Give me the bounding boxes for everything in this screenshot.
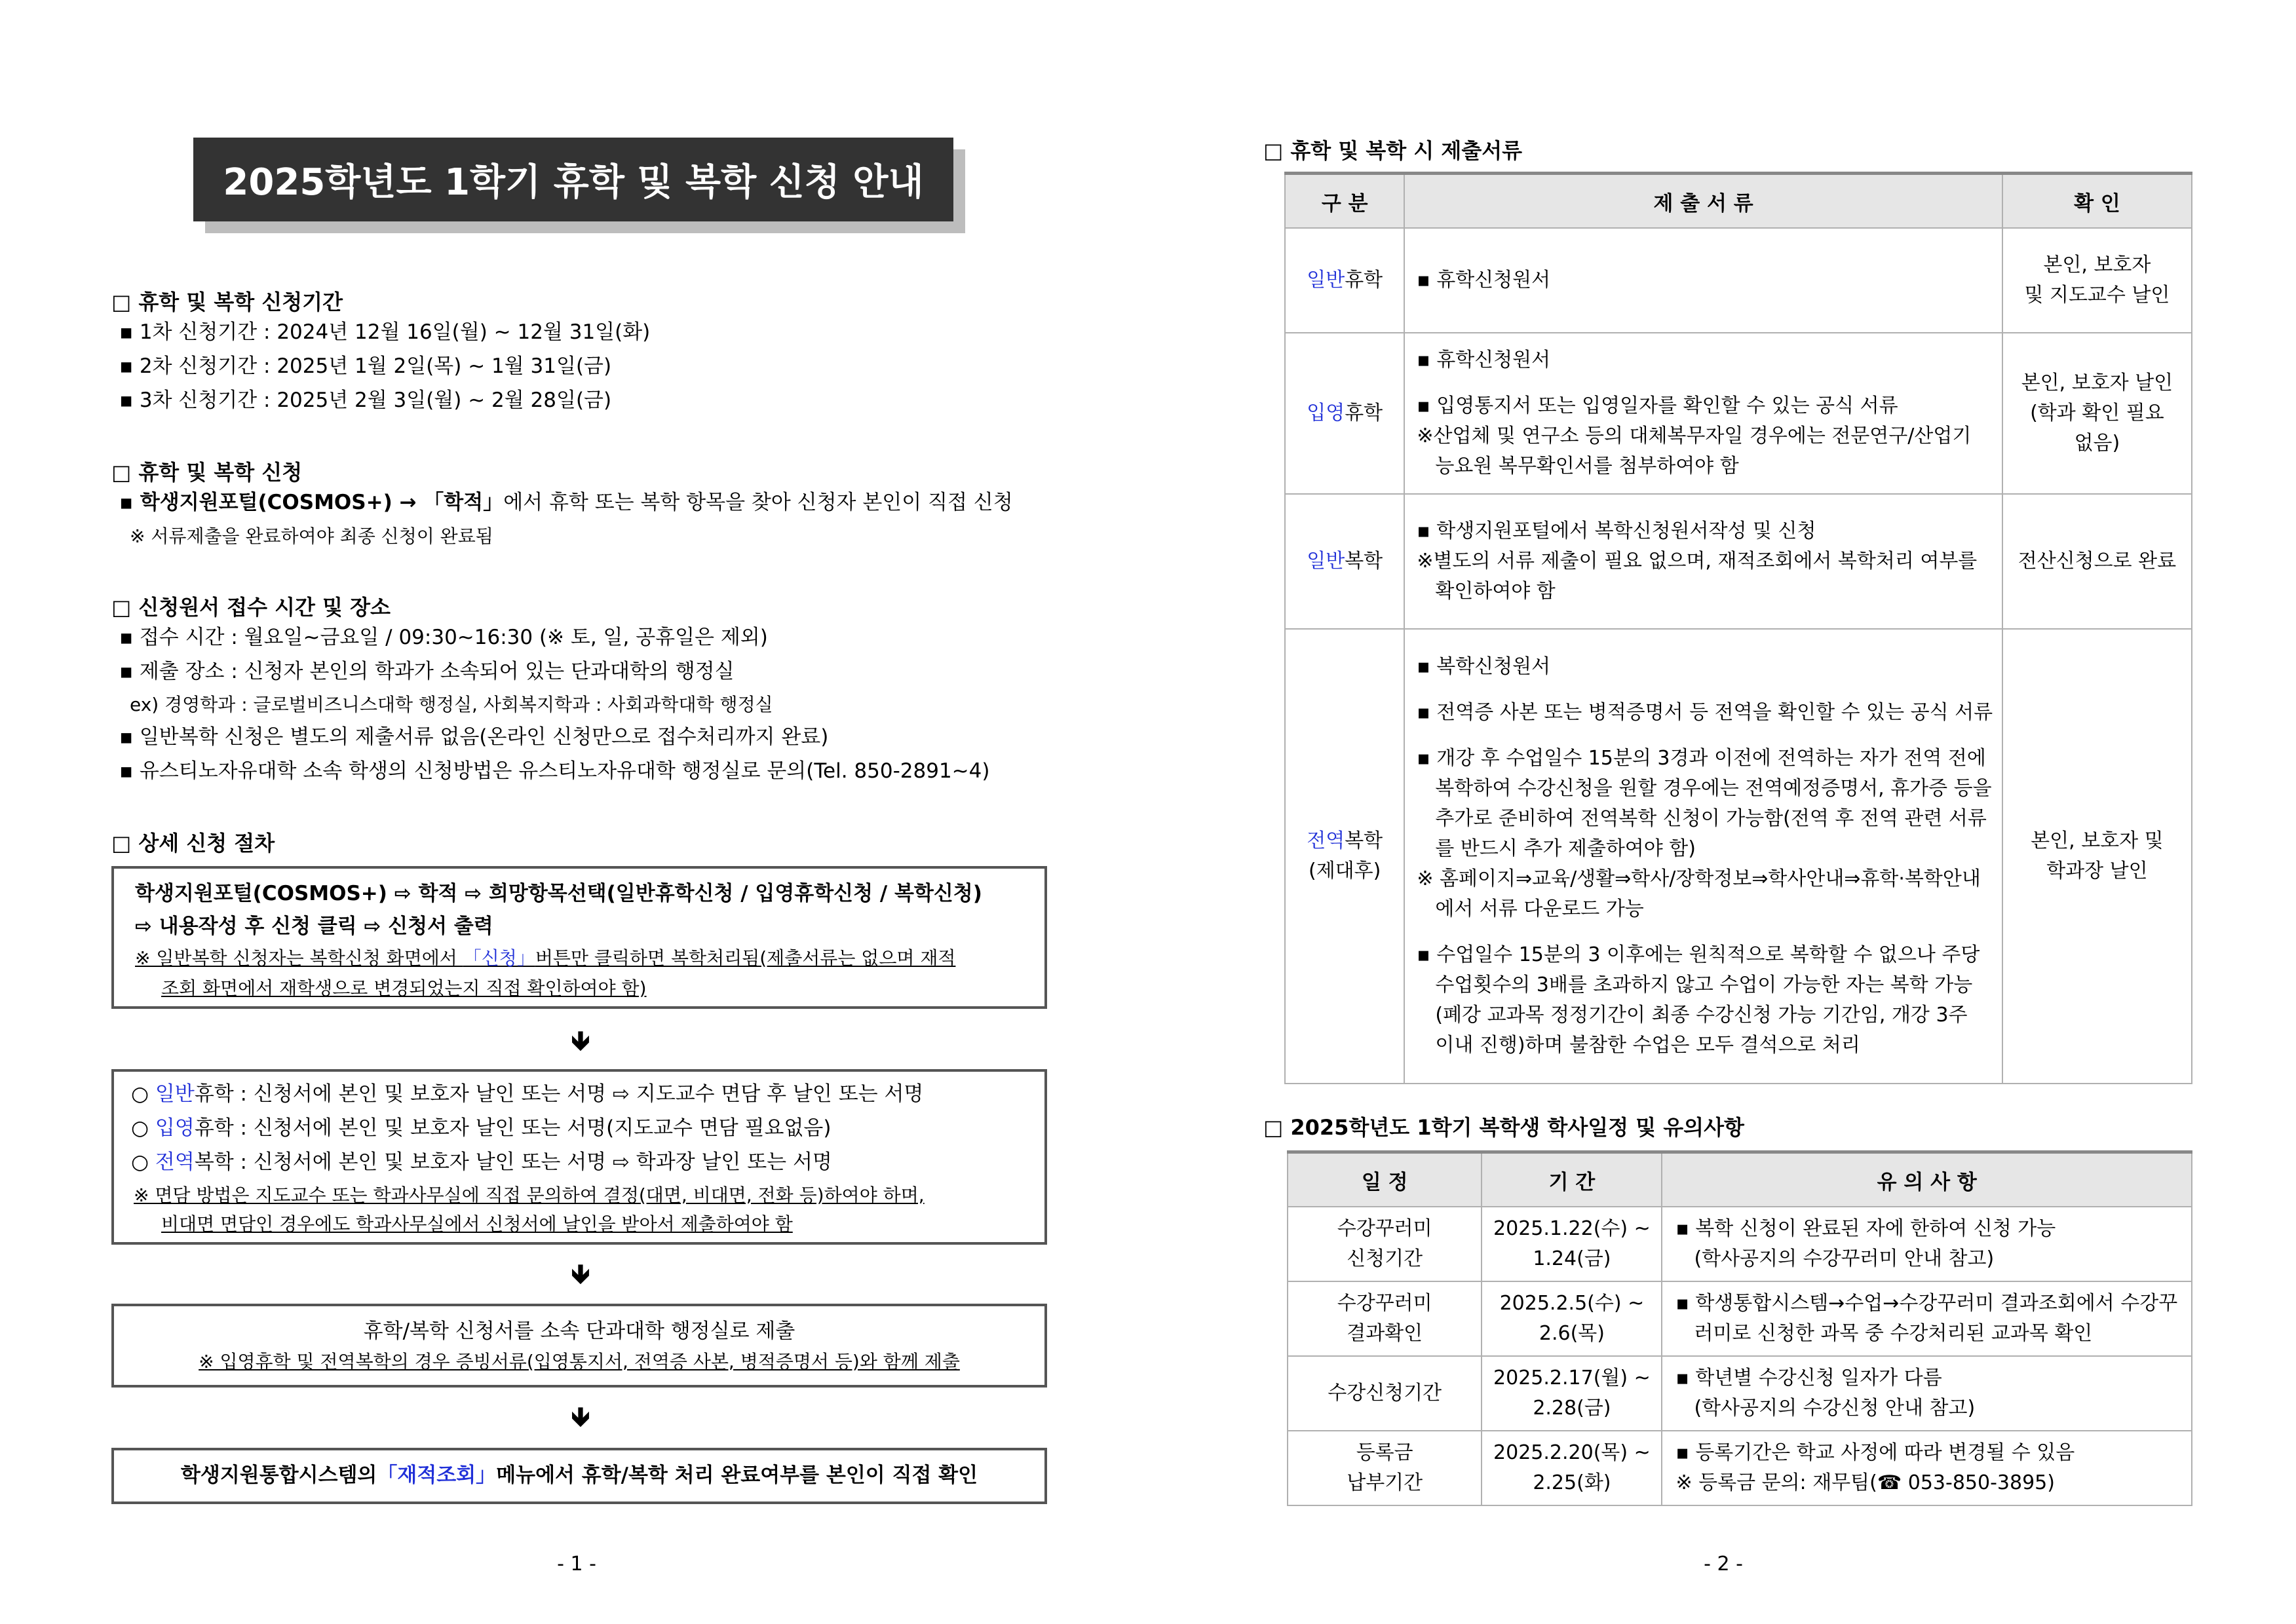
- category-label-prefix: 입영: [1307, 402, 1345, 425]
- document-line: ▪ 개강 후 수업일수 15분의 3경과 이전에 전역하는 자가 전역 전에: [1417, 747, 1986, 770]
- category-cell: [1285, 333, 1404, 494]
- spacer: [1417, 375, 1993, 391]
- documents-cell: [1404, 228, 2002, 333]
- document-line: 에서 서류 다운로드 가능: [1435, 897, 1644, 920]
- documents-cell: [1404, 494, 2002, 629]
- schedule-line: 신청기간: [1347, 1247, 1423, 1270]
- period-line: 2025.2.5(수) ~: [1499, 1292, 1645, 1315]
- schedule-line: 수강꾸러미: [1337, 1217, 1432, 1240]
- enrollment-lookup-menu-ref: 「재적조회」: [377, 1463, 497, 1487]
- step2-military-text: 휴학 : 신청서에 본인 및 보호자 날인 또는 서명(지도교수 면담 필요없음): [194, 1116, 832, 1140]
- down-arrow-icon-2: 🡻: [571, 1259, 590, 1289]
- documents-table: [1284, 172, 2192, 1084]
- schedule-cell: [1288, 1356, 1482, 1431]
- step2-bullet-1: ○: [131, 1082, 155, 1106]
- schedule-cell: [1288, 1431, 1482, 1505]
- notes-line: 러미로 신청한 과목 중 수강처리된 교과목 확인: [1694, 1322, 2093, 1345]
- header-notes: 유 의 사 항: [1662, 1152, 2192, 1207]
- notes-line: ▪ 학년별 수강신청 일자가 다름: [1675, 1367, 1942, 1389]
- period-item-3: ▪ 3차 신청기간 : 2025년 2월 3일(월) ~ 2월 28일(금): [119, 388, 612, 412]
- step2-general-text: 휴학 : 신청서에 본인 및 보호자 날인 또는 서명 ⇨ 지도교수 면담 후 날인 또는 서명: [194, 1082, 924, 1106]
- document-line: ▪ 휴학신청원서: [1417, 349, 1551, 371]
- period-line: 2025.2.17(월) ~: [1493, 1367, 1651, 1389]
- period-cell: [1482, 1431, 1662, 1505]
- step2-note-line1: ※ 면담 방법은 지도교수 또는 학과사무실에 직접 문의하여 결정(대면, 비대면, 전화 등)하여야 하며,: [134, 1184, 925, 1206]
- step1-line1: 학생지원포털(COSMOS+) ⇨ 학적 ⇨ 희망항목선택(일반휴학신청 / 입영휴학신청 / 복학신청): [135, 882, 982, 905]
- header-period: 기 간: [1482, 1152, 1662, 1207]
- step3-note: ※ 입영휴학 및 전역복학의 경우 증빙서류(입영통지서, 전역증 사본, 병적증명서 등)와 함께 제출: [199, 1351, 960, 1372]
- step1-note-line2: 조회 화면에서 재학생으로 변경되었는지 직접 확인하여야 함): [161, 977, 647, 999]
- page-2: [1148, 0, 2296, 1624]
- section-period-heading: □ 휴학 및 복학 신청기간: [111, 290, 343, 314]
- period-item-1: ▪ 1차 신청기간 : 2024년 12월 16일(월) ~ 12월 31일(화): [119, 320, 651, 344]
- notes-cell: [1662, 1431, 2192, 1505]
- confirm-line: 본인, 보호자 날인: [2021, 371, 2173, 394]
- document-line: ▪ 전역증 사본 또는 병적증명서 등 전역을 확인할 수 있는 공식 서류: [1417, 701, 1993, 724]
- document-line: ※별도의 서류 제출이 필요 없으며, 재적조회에서 복학처리 여부를: [1417, 550, 1978, 573]
- spacer: [1417, 682, 1993, 698]
- notes-cell: [1662, 1356, 2192, 1431]
- reception-item-online: ▪ 일반복학 신청은 별도의 제출서류 없음(온라인 신청만으로 접수처리까지 완료): [119, 725, 829, 749]
- procedure-step-3: [111, 1304, 1047, 1388]
- apply-line: [119, 489, 1013, 516]
- schedule-line: 결과확인: [1347, 1322, 1423, 1345]
- notes-line: ▪ 학생통합시스템→수업→수강꾸러미 결과조회에서 수강꾸: [1675, 1292, 2178, 1315]
- document-line: (폐강 교과목 정정기간이 최종 수강신청 가능 기간임, 개강 3주: [1435, 1004, 1968, 1027]
- step1-note-b: 버튼만 클릭하면 복학처리됨(제출서류는 없으며 재적: [535, 947, 956, 969]
- spacer: [1417, 728, 1993, 744]
- procedure-step-4: [111, 1448, 1047, 1504]
- documents-row: [1285, 494, 2192, 629]
- category-sub: (제대후): [1309, 859, 1381, 882]
- title-banner: [193, 138, 953, 221]
- documents-cell: [1404, 333, 2002, 494]
- document-line: 이내 진행)하며 불참한 수업은 모두 결석으로 처리: [1435, 1034, 1860, 1057]
- schedule-table-header: [1288, 1152, 2192, 1207]
- page-title: 2025학년도 1학기 휴학 및 복학 신청 안내: [193, 138, 953, 221]
- schedule-line: 등록금: [1356, 1441, 1413, 1464]
- step2-general-leave: [131, 1081, 923, 1107]
- apply-line-rest: 에서 휴학 또는 복학 항목을 찾아 신청자 본인이 직접 신청: [503, 491, 1013, 514]
- down-arrow-icon-1: 🡻: [571, 1026, 590, 1056]
- schedule-row: [1288, 1281, 2192, 1356]
- category-label-suffix: 복학: [1345, 829, 1383, 852]
- period-cell: [1482, 1281, 1662, 1356]
- confirm-line: 본인, 보호자: [2043, 254, 2151, 276]
- period-line: 2.6(목): [1539, 1322, 1605, 1345]
- confirm-line: (학과 확인 필요: [2030, 402, 2164, 425]
- header-documents: 제 출 서 류: [1404, 174, 2002, 229]
- category-label-prefix: 일반: [1307, 269, 1345, 292]
- section-documents-heading: □ 휴학 및 복학 시 제출서류: [1263, 138, 1523, 163]
- document-line: ※ 홈페이지⇒교육/생활⇒학사/장학정보⇒학사안내⇒휴학·복학안내: [1417, 867, 1981, 890]
- confirm-cell: [2002, 228, 2192, 333]
- step3-line1: 휴학/복학 신청서를 소속 단과대학 행정실로 제출: [363, 1319, 795, 1343]
- header-schedule: 일 정: [1288, 1152, 1482, 1207]
- down-arrow-icon-3: 🡻: [571, 1402, 590, 1432]
- category-label-prefix: 일반: [1307, 550, 1345, 573]
- page-number-1: - 1 -: [557, 1553, 596, 1576]
- document-line: ▪ 휴학신청원서: [1417, 269, 1551, 292]
- category-label-suffix: 휴학: [1345, 402, 1383, 425]
- category-cell: [1285, 228, 1404, 333]
- step4-rest: 메뉴에서 휴학/복학 처리 완료여부를 본인이 직접 확인: [496, 1463, 978, 1487]
- notes-line: ▪ 등록기간은 학교 사정에 따라 변경될 수 있음: [1675, 1441, 2075, 1464]
- reception-item-justino: ▪ 유스티노자유대학 소속 학생의 신청방법은 유스티노자유대학 행정실로 문의(Tel. 850-2891~4): [119, 759, 990, 783]
- section-apply-heading: □ 휴학 및 복학 신청: [111, 460, 303, 485]
- confirm-cell: [2002, 494, 2192, 629]
- document-line: ▪ 복학신청원서: [1417, 655, 1551, 678]
- step2-discharge-return: [131, 1149, 832, 1175]
- period-item-2: ▪ 2차 신청기간 : 2025년 1월 2일(목) ~ 1월 31일(금): [119, 354, 612, 378]
- notes-line: (학사공지의 수강신청 안내 참고): [1694, 1397, 1976, 1420]
- step2-discharge-text: 복학 : 신청서에 본인 및 보호자 날인 또는 서명 ⇨ 학과장 날인 또는 서명: [194, 1150, 832, 1174]
- category-label-suffix: 휴학: [1345, 269, 1383, 292]
- step2-bullet-3: ○: [131, 1150, 155, 1174]
- section-schedule-heading: □ 2025학년도 1학기 복학생 학사일정 및 유의사항: [1263, 1115, 1744, 1140]
- document-line: ▪ 입영통지서 또는 입영일자를 확인할 수 있는 공식 서류: [1417, 394, 1898, 417]
- step2-military-label: 입영: [155, 1116, 195, 1140]
- notes-line: (학사공지의 수강꾸러미 안내 참고): [1694, 1247, 1995, 1270]
- schedule-cell: [1288, 1281, 1482, 1356]
- notes-line: ※ 등록금 문의: 재무팀(☎ 053-850-3895): [1675, 1471, 2055, 1494]
- documents-row: [1285, 629, 2192, 1084]
- step1-line2: ⇨ 내용작성 후 신청 클릭 ⇨ 신청서 출력: [135, 915, 493, 938]
- apply-note: ※ 서류제출을 완료하여야 최종 신청이 완료됨: [130, 525, 493, 547]
- spacer: [1417, 924, 1993, 940]
- period-line: 2025.1.22(수) ~: [1493, 1217, 1651, 1240]
- period-line: 2025.2.20(목) ~: [1493, 1441, 1651, 1464]
- category-label-prefix: 전역: [1307, 829, 1345, 852]
- header-category: 구 분: [1285, 174, 1404, 229]
- notes-cell: [1662, 1207, 2192, 1281]
- schedule-cell: [1288, 1207, 1482, 1281]
- step2-discharge-label: 전역: [155, 1150, 195, 1174]
- schedule-line: 납부기간: [1347, 1471, 1423, 1494]
- step1-note-line1: [135, 946, 955, 971]
- period-cell: [1482, 1207, 1662, 1281]
- section-procedure-heading: □ 상세 신청 절차: [111, 831, 275, 856]
- confirm-line: 및 지도교수 날인: [2024, 284, 2170, 307]
- category-label-suffix: 복학: [1345, 550, 1383, 573]
- apply-button-ref: 「신청」: [463, 947, 535, 969]
- period-line: 2.25(화): [1533, 1471, 1611, 1494]
- document-line: 수업횟수의 3배를 초과하지 않고 수업이 가능한 자는 복학 가능: [1435, 973, 1973, 996]
- schedule-line: 수강신청기간: [1328, 1382, 1442, 1405]
- period-line: 1.24(금): [1533, 1247, 1611, 1270]
- section-reception-heading: □ 신청원서 접수 시간 및 장소: [111, 595, 391, 620]
- reception-item-place: ▪ 제출 장소 : 신청자 본인의 학과가 소속되어 있는 단과대학의 행정실: [119, 660, 735, 683]
- step2-general-label: 일반: [155, 1082, 195, 1106]
- period-cell: [1482, 1356, 1662, 1431]
- procedure-step-1: [111, 866, 1047, 1009]
- document-line: ※산업체 및 연구소 등의 대체복무자일 경우에는 전문연구/산업기: [1417, 425, 1972, 447]
- document-line: ▪ 수업일수 15분의 3 이후에는 원칙적으로 복학할 수 없으나 주당: [1417, 943, 1980, 966]
- step4-pre: 학생지원통합시스템의: [180, 1463, 377, 1487]
- confirm-line: 본인, 보호자 및: [2031, 829, 2164, 852]
- step4-line: [114, 1462, 1044, 1488]
- page-number-2: - 2 -: [1704, 1553, 1743, 1576]
- schedule-row: [1288, 1207, 2192, 1281]
- document-line: ▪ 학생지원포털에서 복학신청원서작성 및 신청: [1417, 519, 1816, 542]
- confirm-cell: [2002, 333, 2192, 494]
- notes-cell: [1662, 1281, 2192, 1356]
- schedule-row: [1288, 1356, 2192, 1431]
- documents-table-header: [1285, 174, 2192, 229]
- document-line: 복학하여 수강신청을 원할 경우에는 전역예정증명서, 휴가증 등을: [1435, 777, 1992, 800]
- period-line: 2.28(금): [1533, 1397, 1611, 1420]
- reception-example: ex) 경영학과 : 글로벌비즈니스대학 행정실, 사회복지학과 : 사회과학대학 행정실: [130, 694, 773, 715]
- schedule-line: 수강꾸러미: [1337, 1292, 1432, 1315]
- schedule-row: [1288, 1431, 2192, 1505]
- schedule-table: [1287, 1150, 2192, 1506]
- notes-line: ▪ 복학 신청이 완료된 자에 한하여 신청 가능: [1675, 1217, 2056, 1240]
- confirm-line: 없음): [2074, 432, 2120, 455]
- confirm-line: 전산신청으로 완료: [2018, 550, 2177, 573]
- step2-note-line2: 비대면 면담인 경우에도 학과사무실에서 신청서에 날인을 받아서 제출하여야 함: [161, 1213, 793, 1235]
- apply-portal-path: ▪ 학생지원포털(COSMOS+) → 「학적」: [119, 491, 504, 514]
- procedure-step-2: [111, 1069, 1047, 1245]
- header-confirm: 확 인: [2002, 174, 2192, 229]
- category-cell: [1285, 629, 1404, 1084]
- step2-military-leave: [131, 1115, 831, 1141]
- document-line: 확인하여야 함: [1435, 580, 1556, 603]
- reception-item-time: ▪ 접수 시간 : 월요일~금요일 / 09:30~16:30 (※ 토, 일, 공휴일은 제외): [119, 626, 768, 649]
- confirm-line: 학과장 날인: [2046, 859, 2148, 882]
- documents-cell: [1404, 629, 2002, 1084]
- category-cell: [1285, 494, 1404, 629]
- documents-row: [1285, 333, 2192, 494]
- step2-bullet-2: ○: [131, 1116, 155, 1140]
- document-line: 를 반드시 추가 제출하여야 함): [1435, 837, 1696, 860]
- document-line: 추가로 준비하여 전역복학 신청이 가능함(전역 후 전역 관련 서류: [1435, 807, 1987, 830]
- confirm-cell: [2002, 629, 2192, 1084]
- step1-note-a: ※ 일반복학 신청자는 복학신청 화면에서: [135, 947, 463, 969]
- document-line: 능요원 복무확인서를 첨부하여야 함: [1435, 455, 1739, 478]
- documents-row: [1285, 228, 2192, 333]
